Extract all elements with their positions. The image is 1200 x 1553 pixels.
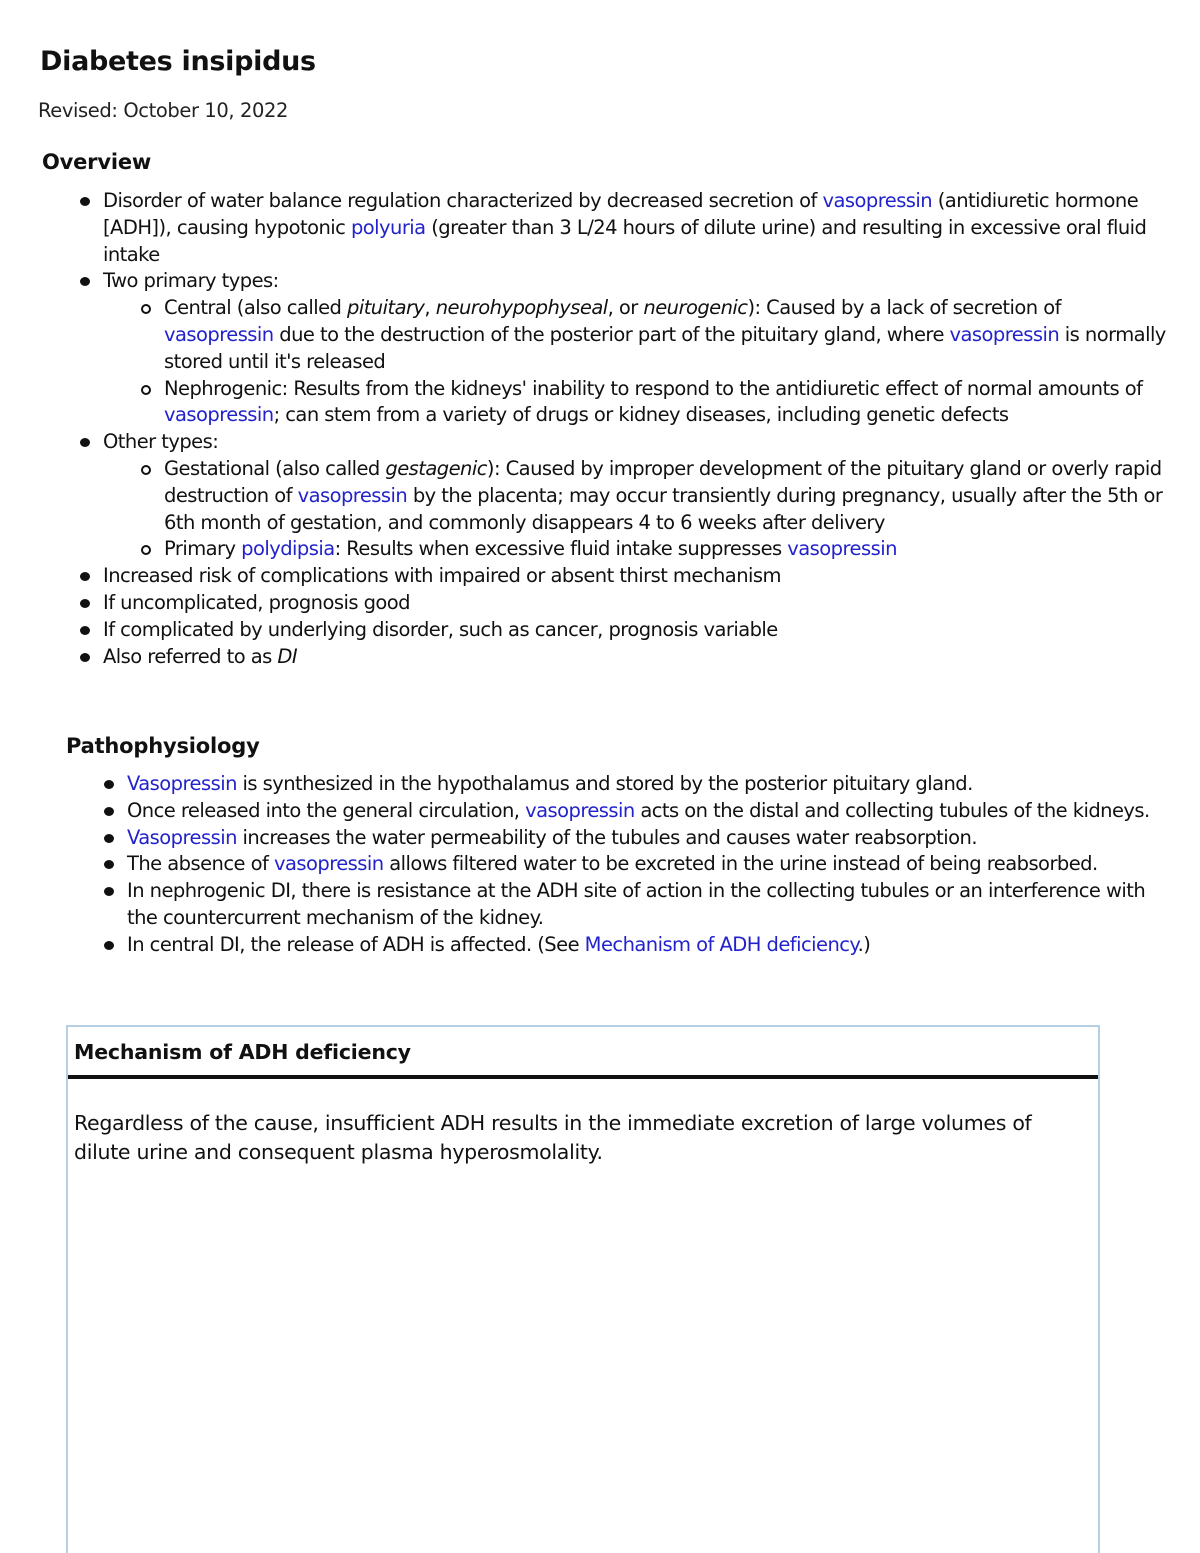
revised-date: Revised: October 10, 2022 <box>38 99 289 122</box>
list-item-text: , or <box>607 296 644 320</box>
vasopressin-link[interactable]: vasopressin <box>525 798 635 822</box>
list-item-text: allows filtered water to be excreted in the urine instead of being reabsorbed. <box>383 852 1098 876</box>
list-item-text: .) <box>857 932 871 956</box>
list-item <box>102 771 1170 798</box>
list-item <box>102 932 1170 959</box>
figure-box <box>66 1025 1100 1553</box>
list-item-text: Once released into the general circulation, <box>127 798 526 822</box>
page-title: Diabetes insipidus <box>40 46 316 77</box>
polyuria-link[interactable]: polyuria <box>350 215 426 239</box>
italic-term: neurohypophyseal <box>435 296 608 320</box>
list-item <box>140 536 1168 563</box>
list-item-text: Primary <box>164 537 242 561</box>
vasopressin-link[interactable]: Vasopressin <box>127 772 237 795</box>
list-item-text: The absence of <box>127 852 274 876</box>
list-item-text: Also referred to as <box>103 644 278 668</box>
figure-caption: Regardless of the cause, insufficient ADH results in the immediate excretion of large volumes of dilute urine and consequent plasma hyperosmolality. <box>74 1111 1032 1164</box>
list-item-text: (antidiuretic hormone [ADH]), causing hypotonic <box>103 189 1139 239</box>
vasopressin-link[interactable]: vasopressin <box>273 852 384 876</box>
list-item <box>140 376 1168 430</box>
list-item-text: , <box>424 296 436 320</box>
list-item-text: (greater than 3 L/24 hours of dilute urine) and resulting in excessive oral fluid intake <box>103 215 1147 266</box>
list-item-text: Nephrogenic: Results from the kidneys' inability to respond to the antidiuretic effect of normal amounts of <box>164 376 1143 400</box>
list-item-text: Gestational (also called <box>164 456 386 480</box>
list-item <box>78 429 1168 563</box>
list-item-text: In central DI, the release of ADH is affected. (See <box>127 932 585 956</box>
list-item-text: due to the destruction of the posterior part of the pituitary gland, where <box>273 322 950 346</box>
list-item-text: Two primary types: <box>103 269 279 293</box>
list-item <box>102 878 1170 932</box>
list-item-text: Increased risk of complications with impaired or absent thirst mechanism <box>103 564 781 588</box>
pathophysiology-list <box>102 771 1170 959</box>
vasopressin-link[interactable]: vasopressin <box>297 483 408 507</box>
list-item-text: is synthesized in the hypothalamus and stored by the posterior pituitary gland. <box>236 772 973 795</box>
list-item-text: ): Caused by a lack of secretion of <box>747 296 1061 320</box>
vasopressin-link[interactable]: vasopressin <box>822 189 933 212</box>
mechanism-adh-deficiency-link[interactable]: Mechanism of ADH deficiency <box>584 932 858 956</box>
vasopressin-link[interactable]: vasopressin <box>164 322 274 346</box>
list-item-text: is normally stored until it's released <box>164 322 1166 373</box>
list-item <box>102 851 1170 878</box>
list-item <box>78 563 1168 590</box>
list-item <box>140 456 1168 536</box>
pathophysiology-heading: Pathophysiology <box>66 734 260 758</box>
list-item-text: increases the water permeability of the tubules and causes water reabsorption. <box>236 825 977 849</box>
list-item <box>102 825 1170 852</box>
italic-term: gestagenic <box>385 456 487 480</box>
overview-list <box>78 188 1168 670</box>
list-item-text: acts on the distal and collecting tubules of the kidneys. <box>634 798 1150 822</box>
list-item-text: ; can stem from a variety of drugs or kidney diseases, including genetic defects <box>273 403 1009 427</box>
list-item-text: ): Caused by improper development of the pituitary gland or overly rapid destruction of <box>164 456 1162 507</box>
list-item-text: Disorder of water balance regulation characterized by decreased secretion of <box>103 189 823 212</box>
primary-types-list <box>140 295 1168 429</box>
list-item-text: In nephrogenic DI, there is resistance at the ADH site of action in the collecting tubules or an interference with the countercurrent mechanism of the kidney. <box>127 879 1146 929</box>
list-item-text: by the placenta; may occur transiently during pregnancy, usually after the 5th or 6th month of gestation, and commonly disappears 4 to 6 weeks after delivery <box>164 483 1163 534</box>
vasopressin-link[interactable]: Vasopressin <box>127 825 237 849</box>
list-item-text: Central (also called <box>164 296 347 320</box>
vasopressin-link[interactable]: vasopressin <box>164 403 274 427</box>
polydipsia-link[interactable]: polydipsia <box>241 537 335 561</box>
italic-term: pituitary <box>347 296 425 320</box>
italic-term: DI <box>277 644 298 668</box>
vasopressin-link[interactable]: vasopressin <box>949 322 1060 346</box>
figure-title: Mechanism of ADH deficiency <box>68 1027 1098 1079</box>
vasopressin-link[interactable]: vasopressin <box>787 537 897 561</box>
list-item <box>140 295 1168 375</box>
overview-heading: Overview <box>42 150 152 174</box>
list-item <box>78 644 1168 671</box>
list-item-text: If complicated by underlying disorder, such as cancer, prognosis variable <box>103 617 778 641</box>
list-item-text: Other types: <box>103 430 219 454</box>
list-item <box>78 617 1168 644</box>
list-item-text: : Results when excessive fluid intake suppresses <box>334 537 788 561</box>
list-item <box>78 188 1168 268</box>
list-item-text: If uncomplicated, prognosis good <box>103 590 410 614</box>
list-item <box>78 590 1168 617</box>
other-types-list <box>140 456 1168 563</box>
list-item <box>78 268 1168 429</box>
list-item <box>102 798 1170 825</box>
italic-term: neurogenic <box>643 296 748 320</box>
